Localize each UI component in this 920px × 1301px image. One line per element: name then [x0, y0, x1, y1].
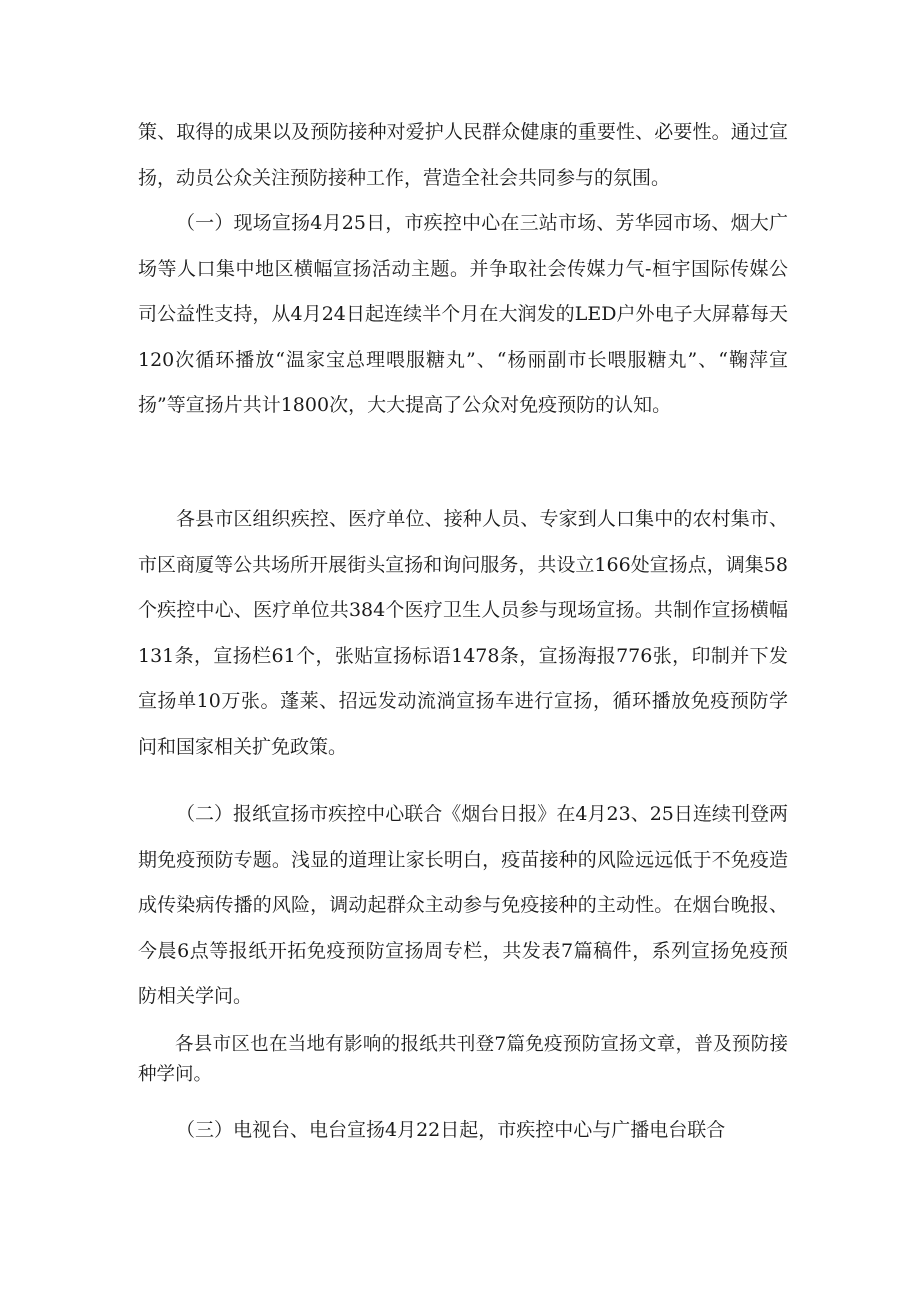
paragraph-tv-radio-publicity: （三）电视台、电台宣扬4月22日起，市疾控中心与广播电台联合 — [176, 1119, 726, 1141]
paragraph-newspaper-publicity: （二）报纸宣扬市疾控中心联合《烟台日报》在4月23、25日连续刊登两期免疫预防专题。浅显的道理让家长明白，疫苗接种的风险远远低于不免疫造成传染病传播的风险，调动起群众主动参与免疫接种的主动性。在烟台晚报、今晨6点等报纸开拓免疫预防宣扬周专栏，共发表7篇稿件，系列宣扬免疫预防相关学问。 — [138, 803, 788, 1007]
paragraph-continuation: 策、取得的成果以及预防接种对爱护人民群众健康的重要性、必要性。通过宣扬，动员公众关注预防接种工作，营造全社会共同参与的氛围。 — [138, 121, 788, 189]
paragraph-county-publicity: 各县市区组织疾控、医疗单位、接种人员、专家到人口集中的农村集市、市区商厦等公共场所开展街头宣扬和询问服务，共设立166处宣扬点，调集58个疾控中心、医疗单位共384个医疗卫生人员参与现场宣扬。共制作宣扬横幅131条，宣扬栏61个，张贴宣扬标语1478条，宣扬海报776张，印制并下发宣扬单10万张。蓬莱、招远发动流淌宣扬车进行宣扬，循环播放免疫预防学问和国家相关扩免政策。 — [138, 508, 788, 758]
paragraph-county-newspapers: 各县市区也在当地有影响的报纸共刊登7篇免疫预防宣扬文章，普及预防接种学问。 — [138, 1034, 788, 1085]
paragraph-onsite-publicity: （一）现场宣扬4月25日，市疾控中心在三站市场、芳华园市场、烟大广场等人口集中地区横幅宣扬活动主题。并争取社会传媒力气-桓宇国际传媒公司公益性支持，从4月24日起连续半个月在大润发的LED户外电子大屏幕每天120次循环播放“温家宝总理喂服糖丸”、“杨丽副市长喂服糖丸”、“鞠萍宣扬”等宣扬片共计1800次，大大提高了公众对免疫预防的认知。 — [138, 212, 788, 416]
